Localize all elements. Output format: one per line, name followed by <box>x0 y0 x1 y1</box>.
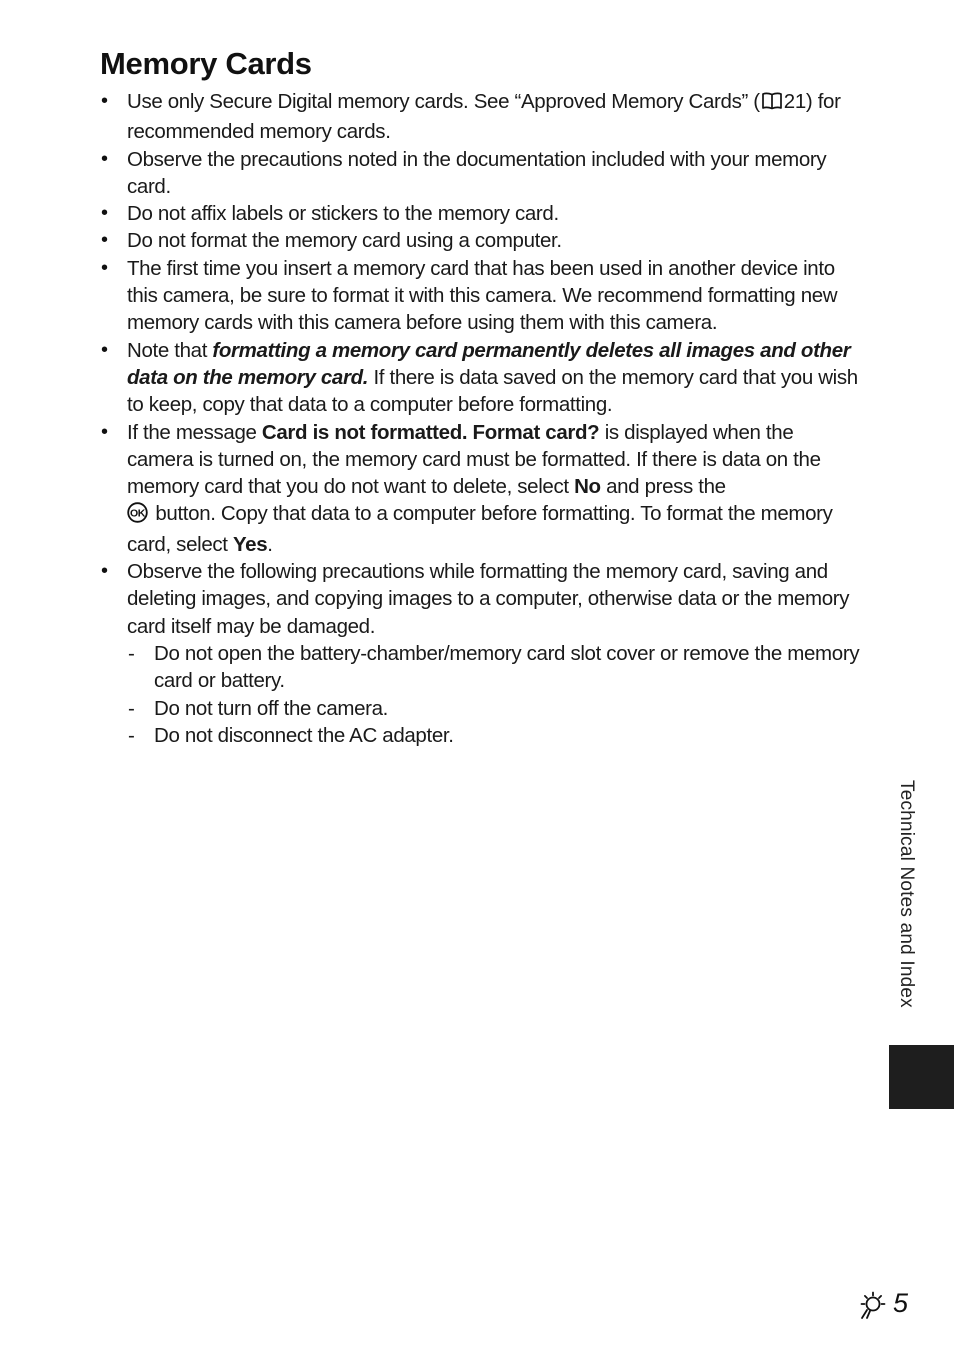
page-content <box>100 88 860 749</box>
sub-list-item: - Do not open the battery-chamber/memory card slot cover or remove the memory card or battery. <box>127 640 860 695</box>
technical-notes-icon <box>858 1290 890 1322</box>
book-reference-icon <box>761 91 783 118</box>
no-option: No <box>574 475 601 499</box>
format-warning: formatting a memory card permanently deletes all images and other data on the memory card. <box>127 338 851 389</box>
side-tab-label: Technical Notes and Index <box>896 780 917 1008</box>
precaution-list <box>100 88 860 749</box>
svg-text:OK: OK <box>129 508 146 521</box>
list-item: • The first time you insert a memory card that has been used in another device into this camera, be sure to format it with this camera. We recommend formatting new memory cards with this camera before using them with this camera. <box>100 255 860 337</box>
list-item: • If the message Card is not formatted. Format card? is displayed when the camera is turned on, the memory card must be formatted. If there is data on the memory card that you do not want to delete, select No and press the OK button. Copy that data to a computer before formatting. To format the memory card, select Yes. <box>100 419 860 558</box>
sub-list-item: - Do not disconnect the AC adapter. <box>127 722 860 749</box>
page-number: 5 <box>858 1288 928 1324</box>
yes-option: Yes <box>232 532 268 556</box>
list-item: • Use only Secure Digital memory cards. See “Approved Memory Cards” ( 21) for recommended memory cards. <box>100 88 860 146</box>
list-item: • Do not format the memory card using a computer. <box>100 227 860 254</box>
sub-list <box>127 640 860 749</box>
list-item: • Note that formatting a memory card permanently deletes all images and other data on the memory card. If there is data saved on the memory card that you wish to keep, copy that data to a computer before formatting. <box>100 337 860 419</box>
list-item: • Observe the precautions noted in the documentation included with your memory card. <box>100 146 860 201</box>
message-text: Card is not formatted. Format card? <box>261 420 600 444</box>
section-tab[interactable] <box>889 1045 954 1109</box>
page-title: Memory Cards <box>100 46 312 81</box>
sub-list-item: - Do not turn off the camera. <box>127 695 860 722</box>
ok-button-icon <box>127 502 148 530</box>
list-item: • Do not affix labels or stickers to the memory card. <box>100 200 860 227</box>
list-item: • Observe the following precautions while formatting the memory card, saving and deleting images, and copying images to a computer, otherwise data or the memory card itself may be damaged. - Do not open the battery-chamber/memory card slot cover or remove the memory card or battery. - Do not turn off the camera. - Do not disconnect the AC adapter. <box>100 558 860 749</box>
